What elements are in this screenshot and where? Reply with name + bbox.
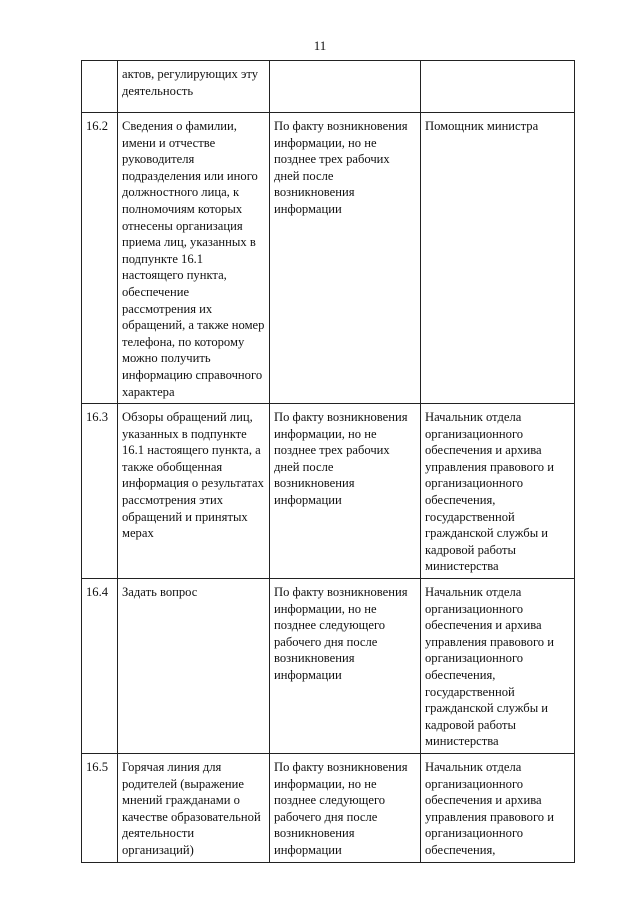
table-row (82, 113, 575, 404)
row-number-cell: 16.5 (82, 753, 118, 862)
table-row (82, 753, 575, 862)
row-responsible-cell: Начальник отдела организационного обеспечения и архива управления правового и организационного обеспечения, (421, 753, 575, 862)
document-table (81, 60, 575, 863)
row-deadline-cell: По факту возникновения информации, но не позднее следующего рабочего дня после возникновения информации (270, 579, 421, 754)
row-number-cell (82, 61, 118, 113)
page-number: 11 (313, 38, 327, 53)
row-responsible-cell: Начальник отдела организационного обеспечения и архива управления правового и организационного обеспечения, государственной гражданской службы и кадровой работы министерства (421, 579, 575, 754)
row-name-cell: Обзоры обращений лиц, указанных в подпункте 16.1 настоящего пункта, а также обобщенная информация о результатах рассмотрения этих обращений и принятых мерах (118, 404, 270, 579)
row-number-cell: 16.3 (82, 404, 118, 579)
row-responsible-cell (421, 61, 575, 113)
row-deadline-cell: По факту возникновения информации, но не позднее трех рабочих дней после возникновения информации (270, 113, 421, 404)
table-row (82, 404, 575, 579)
row-name-cell: Сведения о фамилии, имени и отчестве руководителя подразделения или иного должностного лица, к полномочиям которых отнесены организация приема лиц, указанных в подпункте 16.1 настоящего пункта, обеспечение рассмотрения их обращений, а также номер телефона, по которому можно получить информацию справочного характера (118, 113, 270, 404)
row-name-cell: Задать вопрос (118, 579, 270, 754)
table-row (82, 579, 575, 754)
row-number-cell: 16.4 (82, 579, 118, 754)
row-responsible-cell: Начальник отдела организационного обеспечения и архива управления правового и организационного обеспечения, государственной гражданской службы и кадровой работы министерства (421, 404, 575, 579)
row-responsible-cell: Помощник министра (421, 113, 575, 404)
row-deadline-cell (270, 61, 421, 113)
row-name-cell: актов, регулирующих эту деятельность (118, 61, 270, 113)
row-deadline-cell: По факту возникновения информации, но не позднее трех рабочих дней после возникновения информации (270, 404, 421, 579)
row-deadline-cell: По факту возникновения информации, но не позднее следующего рабочего дня после возникновения информации (270, 753, 421, 862)
row-number-cell: 16.2 (82, 113, 118, 404)
table-row (82, 61, 575, 113)
row-name-cell: Горячая линия для родителей (выражение мнений гражданами о качестве образовательной деятельности организаций) (118, 753, 270, 862)
